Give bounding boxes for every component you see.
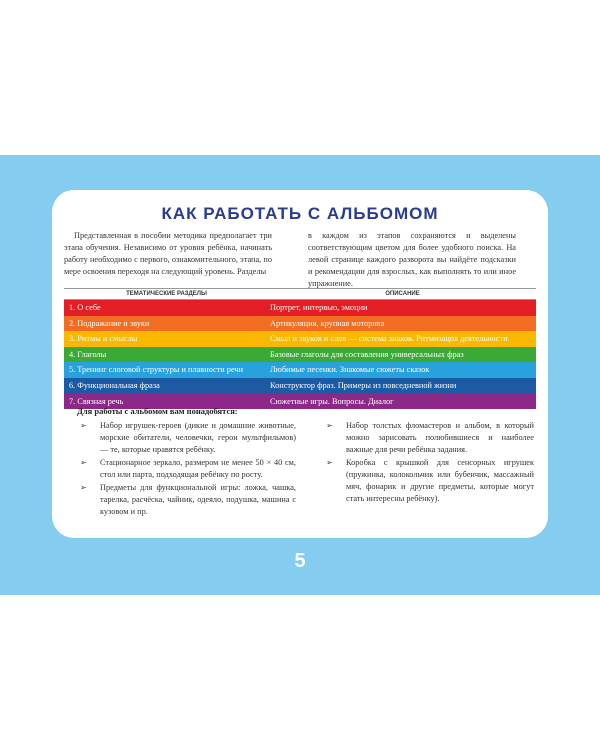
arrow-bullet-icon: ➢ (80, 421, 87, 430)
row-description: Сюжетные игры. Вопросы. Диалог (270, 396, 394, 406)
arrow-bullet-icon: ➢ (326, 458, 333, 467)
header-description: ОПИСАНИЕ (385, 291, 420, 297)
page-number: 5 (294, 550, 306, 572)
list-item (312, 457, 534, 505)
table-row (64, 362, 536, 378)
materials-heading: Для работы с альбомом вам понадобятся: (77, 406, 238, 416)
row-section: 5. Тренинг слоговой структуры и плавности речи (69, 365, 244, 375)
intro-text-right: в каждом из этапов сохраняются и выделены соответствующим цветом для более удобного поиска. На левой странице каждого разворота вы найдёте подсказки и рекомендации для взрослых, как выполнять то или иное упражнение. (308, 231, 516, 288)
table-header (64, 288, 536, 300)
table-body (64, 300, 536, 409)
table-row (64, 316, 536, 332)
list-item-text: Коробка с крышкой для сенсорных игрушек (пружинка, колокольчик или бубенчик, массажный мяч, фонарик и другие предметы, которые могут стать интересны ребёнку). (346, 458, 534, 503)
row-description: Конструктор фраз. Примеры из повседневной жизни (270, 380, 457, 390)
table-row (64, 300, 536, 316)
materials-list-right (312, 420, 534, 506)
row-section: 1. О себе (69, 303, 101, 312)
table-row (64, 331, 536, 347)
table-row (64, 347, 536, 363)
arrow-bullet-icon: ➢ (80, 458, 87, 467)
list-item-text: Набор игрушек-героев (дикие и домашние животные, морские обитатели, человечки, герои мультфильмов) — те, которые нравятся ребёнку. (100, 421, 296, 454)
materials-list-left (66, 420, 296, 519)
page-title: КАК РАБОТАТЬ С АЛЬБОМОМ (161, 204, 439, 223)
row-section: 6. Функциональная фраза (69, 380, 160, 390)
list-item (66, 420, 296, 456)
arrow-bullet-icon: ➢ (326, 421, 333, 430)
list-item (312, 420, 534, 456)
row-section: 2. Подражание и звуки (69, 318, 150, 328)
list-item (66, 482, 296, 518)
row-section: 4. Глаголы (69, 349, 107, 359)
table-row (64, 378, 536, 394)
list-item-text: Предметы для функциональной игры: ложка, чашка, тарелка, расчёска, чайник, одеяло, подушка, машина с кузовом и пр. (100, 483, 296, 516)
sections-table (64, 288, 536, 409)
intro-text-left: Представленная в пособии методика предполагает три этапа обучения. Независимо от уровня ребёнка, начинать работу необходимо с первого, ознакомительного, этапа, по мере освоения переходя на следующий уровень. Разделы (64, 231, 272, 276)
row-description: Базовые глаголы для составления универсальных фраз (270, 349, 464, 359)
row-description: Артикуляция, крупная моторика (270, 318, 385, 328)
row-section: 7. Связная речь (69, 396, 124, 406)
list-item-text: Набор толстых фломастеров и альбом, в который можно зарисовать полюбившиеся и наиболее важные для речи ребёнка задания. (346, 421, 534, 454)
list-item (66, 457, 296, 481)
row-description: Смыл и звуков и слов — система знаков. Ритмизация деятельности (270, 334, 508, 344)
content-card (52, 190, 548, 538)
header-sections: ТЕМАТИЧЕСКИЕ РАЗДЕЛЫ (126, 291, 207, 297)
list-item-text: Стационарное зеркало, размером не менее 50 × 40 см, стол или парта, подходящая ребёнку по росту. (100, 458, 296, 479)
arrow-bullet-icon: ➢ (80, 483, 87, 492)
row-description: Портрет, интервью, эмоции (270, 303, 368, 312)
row-section: 3. Ритмы и смыслы (69, 334, 138, 344)
row-description: Любимые песенки. Знакомые сюжеты сказок (270, 365, 430, 375)
